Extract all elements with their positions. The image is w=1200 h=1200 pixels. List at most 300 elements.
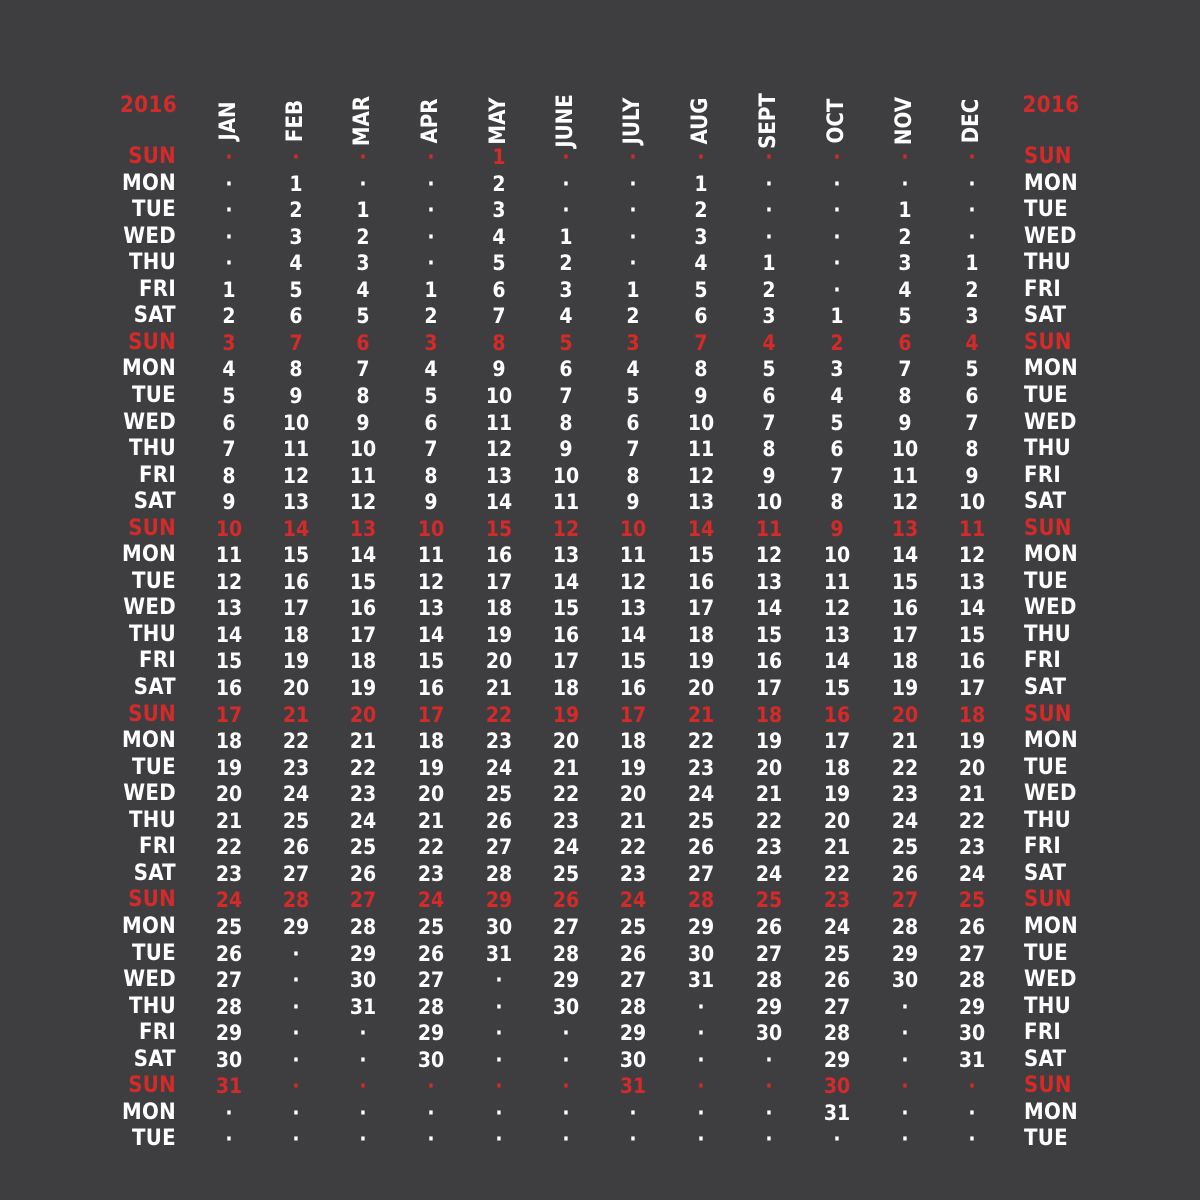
day-cell: 28 [282, 888, 310, 913]
day-cell: 11 [552, 490, 580, 515]
day-cell: 7 [289, 330, 303, 355]
weekday-label-left: FRI [138, 834, 176, 860]
day-cell: 27 [755, 941, 783, 966]
day-cell: 24 [282, 782, 310, 807]
month-label-sept: SEPT [756, 93, 781, 149]
day-cell: 2 [492, 171, 506, 196]
day-cell: 8 [222, 463, 236, 488]
day-cell: 22 [891, 755, 919, 780]
empty-day-marker: · [629, 171, 637, 196]
empty-day-marker: · [968, 171, 976, 196]
empty-day-marker: · [697, 1047, 705, 1072]
day-cell: 22 [417, 835, 445, 860]
day-cell: 6 [424, 410, 438, 435]
calendar-row [0, 834, 1200, 861]
day-cell: 1 [289, 171, 303, 196]
day-cell: 12 [755, 543, 783, 568]
empty-day-marker: · [359, 1074, 367, 1099]
day-cell: 26 [552, 888, 580, 913]
calendar-row [0, 781, 1200, 808]
day-cell: 16 [349, 596, 377, 621]
day-cell: 12 [485, 437, 513, 462]
day-cell: 27 [687, 861, 715, 886]
weekday-label-left: FRI [138, 462, 176, 488]
day-cell: 1 [694, 171, 708, 196]
day-cell: 12 [215, 569, 243, 594]
day-cell: 11 [687, 437, 715, 462]
day-cell: 13 [687, 490, 715, 515]
calendar-row [0, 622, 1200, 649]
day-cell: 5 [965, 357, 979, 382]
empty-day-marker: · [562, 145, 570, 169]
day-cell: 27 [485, 835, 513, 860]
weekday-label-left: THU [128, 807, 176, 833]
day-cell: 22 [755, 808, 783, 833]
empty-day-marker: · [833, 251, 841, 276]
day-cell: 5 [694, 277, 708, 302]
day-cell: 17 [349, 622, 377, 647]
day-cell: 8 [830, 490, 844, 515]
day-cell: 8 [356, 383, 370, 408]
weekday-label-right: THU [1024, 621, 1072, 647]
day-cell: 2 [559, 251, 573, 276]
day-cell: 10 [417, 516, 445, 541]
day-cell: 20 [687, 676, 715, 700]
day-cell: 6 [965, 383, 979, 408]
day-cell: 25 [891, 835, 919, 860]
day-cell: 4 [222, 357, 236, 382]
day-cell: 24 [485, 755, 513, 780]
day-cell: 7 [965, 410, 979, 435]
day-cell: 11 [215, 543, 243, 568]
day-cell: 19 [552, 702, 580, 727]
empty-day-marker: · [292, 1021, 300, 1046]
day-cell: 25 [485, 782, 513, 807]
day-cell: 4 [898, 277, 912, 302]
day-cell: 5 [559, 330, 573, 355]
weekday-label-left: MON [122, 728, 176, 754]
day-cell: 27 [215, 968, 243, 993]
weekday-label-left: WED [123, 967, 176, 993]
day-cell: 10 [891, 437, 919, 462]
day-cell: 14 [215, 622, 243, 647]
day-cell: 13 [823, 622, 851, 647]
weekday-label-right: WED [1024, 409, 1077, 435]
day-cell: 11 [282, 437, 310, 462]
weekday-label-left: MON [122, 542, 176, 568]
empty-day-marker: · [427, 1100, 435, 1125]
day-cell: 6 [898, 330, 912, 355]
calendar-row [0, 967, 1200, 994]
weekday-label-left: THU [128, 250, 176, 276]
calendar-row [0, 171, 1200, 198]
day-cell: 24 [958, 861, 986, 886]
day-cell: 1 [424, 277, 438, 302]
day-cell: 11 [485, 410, 513, 435]
day-cell: 17 [282, 596, 310, 621]
month-label-mar: MAR [350, 95, 375, 147]
day-cell: 27 [552, 914, 580, 939]
day-cell: 16 [958, 649, 986, 674]
day-cell: 16 [485, 543, 513, 568]
day-cell: 20 [417, 782, 445, 807]
empty-day-marker: · [901, 1021, 909, 1046]
day-cell: 24 [215, 888, 243, 913]
day-cell: 5 [830, 410, 844, 435]
day-cell: 3 [830, 357, 844, 382]
weekday-label-left: SUN [128, 887, 176, 913]
empty-day-marker: · [629, 224, 637, 249]
day-cell: 24 [417, 888, 445, 913]
day-cell: 13 [958, 569, 986, 594]
day-cell: 4 [762, 330, 776, 355]
day-cell: 5 [356, 304, 370, 329]
weekday-label-left: MON [122, 170, 176, 196]
day-cell: 29 [891, 941, 919, 966]
day-cell: 31 [215, 1074, 243, 1099]
day-cell: 15 [891, 569, 919, 594]
day-cell: 24 [891, 808, 919, 833]
day-cell: 9 [559, 437, 573, 462]
empty-day-marker: · [697, 1021, 705, 1046]
day-cell: 17 [755, 676, 783, 700]
day-cell: 30 [891, 968, 919, 993]
empty-day-marker: · [562, 198, 570, 223]
calendar-row [0, 542, 1200, 569]
weekday-label-right: FRI [1024, 276, 1062, 302]
day-cell: 23 [417, 861, 445, 886]
empty-day-marker: · [225, 171, 233, 196]
weekday-label-right: SAT [1024, 489, 1067, 515]
day-cell: 19 [958, 729, 986, 754]
day-cell: 17 [891, 622, 919, 647]
calendar-row [0, 755, 1200, 782]
day-cell: 19 [417, 755, 445, 780]
day-cell: 18 [823, 755, 851, 780]
day-cell: 25 [417, 914, 445, 939]
weekday-label-left: SAT [133, 303, 176, 329]
empty-day-marker: · [427, 1127, 435, 1152]
day-cell: 14 [417, 622, 445, 647]
day-cell: 28 [417, 994, 445, 1019]
day-cell: 11 [823, 569, 851, 594]
empty-day-marker: · [968, 1074, 976, 1099]
day-cell: 27 [349, 888, 377, 913]
day-cell: 8 [626, 463, 640, 488]
calendar-row [0, 1126, 1200, 1153]
day-cell: 17 [485, 569, 513, 594]
day-cell: 25 [552, 861, 580, 886]
empty-day-marker: · [833, 145, 841, 169]
day-cell: 14 [349, 543, 377, 568]
day-cell: 29 [485, 888, 513, 913]
empty-day-marker: · [292, 1127, 300, 1152]
weekday-label-left: WED [123, 409, 176, 435]
day-cell: 30 [417, 1047, 445, 1072]
day-cell: 22 [552, 782, 580, 807]
day-cell: 20 [485, 649, 513, 674]
day-cell: 18 [485, 596, 513, 621]
day-cell: 3 [898, 251, 912, 276]
month-label-feb: FEB [283, 99, 308, 143]
day-cell: 18 [282, 622, 310, 647]
day-cell: 21 [282, 702, 310, 727]
day-cell: 3 [424, 330, 438, 355]
weekday-label-left: WED [123, 595, 176, 621]
day-cell: 2 [289, 198, 303, 223]
empty-day-marker: · [765, 1074, 773, 1099]
day-cell: 19 [687, 649, 715, 674]
empty-day-marker: · [765, 198, 773, 223]
day-cell: 15 [215, 649, 243, 674]
day-cell: 19 [282, 649, 310, 674]
day-cell: 7 [424, 437, 438, 462]
day-cell: 25 [755, 888, 783, 913]
calendar-row [0, 224, 1200, 251]
day-cell: 19 [215, 755, 243, 780]
weekday-label-left: SUN [128, 329, 176, 355]
empty-day-marker: · [225, 224, 233, 249]
day-cell: 6 [356, 330, 370, 355]
day-cell: 19 [755, 729, 783, 754]
day-cell: 1 [492, 145, 506, 169]
day-cell: 16 [687, 569, 715, 594]
weekday-label-right: TUE [1024, 940, 1068, 966]
day-cell: 13 [417, 596, 445, 621]
day-cell: 8 [559, 410, 573, 435]
empty-day-marker: · [292, 1047, 300, 1072]
day-cell: 1 [222, 277, 236, 302]
calendar-row [0, 648, 1200, 675]
day-cell: 23 [958, 835, 986, 860]
day-cell: 7 [222, 437, 236, 462]
day-cell: 9 [965, 463, 979, 488]
weekday-label-right: SAT [1024, 303, 1067, 329]
month-label-dec: DEC [959, 98, 984, 144]
weekday-label-left: TUE [132, 197, 176, 223]
empty-day-marker: · [629, 1127, 637, 1152]
day-cell: 2 [762, 277, 776, 302]
day-cell: 13 [215, 596, 243, 621]
day-cell: 23 [687, 755, 715, 780]
empty-day-marker: · [901, 1100, 909, 1125]
day-cell: 28 [215, 994, 243, 1019]
empty-day-marker: · [495, 1127, 503, 1152]
day-cell: 10 [755, 490, 783, 515]
day-cell: 3 [289, 224, 303, 249]
day-cell: 29 [349, 941, 377, 966]
day-cell: 22 [619, 835, 647, 860]
day-cell: 18 [215, 729, 243, 754]
day-cell: 3 [356, 251, 370, 276]
day-cell: 3 [559, 277, 573, 302]
day-cell: 30 [755, 1021, 783, 1046]
day-cell: 4 [492, 224, 506, 249]
day-cell: 5 [289, 277, 303, 302]
day-cell: 23 [349, 782, 377, 807]
day-cell: 9 [762, 463, 776, 488]
day-cell: 2 [424, 304, 438, 329]
empty-day-marker: · [968, 145, 976, 169]
day-cell: 3 [222, 330, 236, 355]
weekday-label-left: MON [122, 1099, 176, 1125]
day-cell: 7 [492, 304, 506, 329]
day-cell: 14 [619, 622, 647, 647]
day-cell: 19 [349, 676, 377, 700]
empty-day-marker: · [901, 1127, 909, 1152]
day-cell: 11 [349, 463, 377, 488]
day-cell: 25 [958, 888, 986, 913]
day-cell: 10 [349, 437, 377, 462]
empty-day-marker: · [495, 1021, 503, 1046]
calendar-row [0, 197, 1200, 224]
day-cell: 9 [830, 516, 844, 541]
day-cell: 6 [694, 304, 708, 329]
weekday-label-right: TUE [1024, 754, 1068, 780]
day-cell: 7 [356, 357, 370, 382]
day-cell: 20 [349, 702, 377, 727]
day-cell: 10 [687, 410, 715, 435]
empty-day-marker: · [562, 171, 570, 196]
day-cell: 7 [559, 383, 573, 408]
day-cell: 23 [282, 755, 310, 780]
year-label-left: 2016 [120, 93, 178, 118]
empty-day-marker: · [833, 198, 841, 223]
day-cell: 21 [687, 702, 715, 727]
day-cell: 28 [485, 861, 513, 886]
day-cell: 29 [552, 968, 580, 993]
day-cell: 21 [755, 782, 783, 807]
day-cell: 23 [552, 808, 580, 833]
empty-day-marker: · [629, 251, 637, 276]
empty-day-marker: · [629, 1100, 637, 1125]
day-cell: 8 [492, 330, 506, 355]
weekday-label-left: FRI [138, 1020, 176, 1046]
day-cell: 24 [552, 835, 580, 860]
day-cell: 22 [958, 808, 986, 833]
weekday-label-right: SUN [1024, 515, 1072, 541]
month-label-oct: OCT [824, 98, 849, 144]
weekday-label-right: THU [1024, 993, 1072, 1019]
day-cell: 6 [762, 383, 776, 408]
day-cell: 20 [823, 808, 851, 833]
empty-day-marker: · [292, 968, 300, 993]
day-cell: 12 [687, 463, 715, 488]
day-cell: 5 [762, 357, 776, 382]
day-cell: 20 [755, 755, 783, 780]
month-label-jan: JAN [216, 101, 241, 141]
empty-day-marker: · [292, 145, 300, 169]
day-cell: 17 [687, 596, 715, 621]
empty-day-marker: · [968, 1100, 976, 1125]
day-cell: 14 [485, 490, 513, 515]
empty-day-marker: · [427, 224, 435, 249]
empty-day-marker: · [901, 1047, 909, 1072]
empty-day-marker: · [562, 1127, 570, 1152]
empty-day-marker: · [495, 1047, 503, 1072]
day-cell: 11 [755, 516, 783, 541]
day-cell: 28 [552, 941, 580, 966]
calendar-row [0, 702, 1200, 729]
day-cell: 9 [289, 383, 303, 408]
day-cell: 27 [823, 994, 851, 1019]
day-cell: 4 [356, 277, 370, 302]
empty-day-marker: · [629, 198, 637, 223]
calendar-row [0, 410, 1200, 437]
day-cell: 19 [891, 676, 919, 700]
day-cell: 26 [417, 941, 445, 966]
day-cell: 3 [694, 224, 708, 249]
day-cell: 5 [626, 383, 640, 408]
day-cell: 10 [215, 516, 243, 541]
day-cell: 20 [891, 702, 919, 727]
day-cell: 9 [694, 383, 708, 408]
day-cell: 11 [958, 516, 986, 541]
calendar-row [0, 330, 1200, 357]
day-cell: 18 [619, 729, 647, 754]
day-cell: 12 [552, 516, 580, 541]
weekday-label-left: TUE [132, 568, 176, 594]
day-cell: 13 [282, 490, 310, 515]
day-cell: 23 [891, 782, 919, 807]
day-cell: 21 [891, 729, 919, 754]
day-cell: 13 [552, 543, 580, 568]
day-cell: 27 [417, 968, 445, 993]
empty-day-marker: · [427, 198, 435, 223]
day-cell: 1 [898, 198, 912, 223]
empty-day-marker: · [427, 171, 435, 196]
empty-day-marker: · [292, 1100, 300, 1125]
empty-day-marker: · [359, 1047, 367, 1072]
weekday-label-right: MON [1024, 356, 1078, 382]
day-cell: 25 [282, 808, 310, 833]
empty-day-marker: · [562, 1021, 570, 1046]
day-cell: 3 [626, 330, 640, 355]
empty-day-marker: · [359, 171, 367, 196]
weekday-label-left: SAT [133, 489, 176, 515]
day-cell: 6 [559, 357, 573, 382]
empty-day-marker: · [495, 968, 503, 993]
empty-day-marker: · [292, 994, 300, 1019]
weekday-label-left: TUE [132, 754, 176, 780]
year-label-right: 2016 [1022, 93, 1080, 118]
calendar-row [0, 595, 1200, 622]
day-cell: 14 [282, 516, 310, 541]
day-cell: 5 [898, 304, 912, 329]
empty-day-marker: · [225, 1127, 233, 1152]
empty-day-marker: · [697, 145, 705, 169]
day-cell: 2 [898, 224, 912, 249]
calendar-row [0, 1073, 1200, 1100]
day-cell: 7 [830, 463, 844, 488]
day-cell: 15 [687, 543, 715, 568]
weekday-label-right: WED [1024, 595, 1077, 621]
day-cell: 17 [619, 702, 647, 727]
day-cell: 24 [687, 782, 715, 807]
day-cell: 4 [830, 383, 844, 408]
weekday-label-right: SAT [1024, 860, 1067, 886]
calendar-row [0, 144, 1200, 171]
day-cell: 13 [349, 516, 377, 541]
day-cell: 20 [958, 755, 986, 780]
weekday-label-left: THU [128, 621, 176, 647]
day-cell: 12 [891, 490, 919, 515]
day-cell: 11 [891, 463, 919, 488]
empty-day-marker: · [697, 1127, 705, 1152]
day-cell: 18 [958, 702, 986, 727]
empty-day-marker: · [292, 1074, 300, 1099]
weekday-label-left: SAT [133, 675, 176, 700]
